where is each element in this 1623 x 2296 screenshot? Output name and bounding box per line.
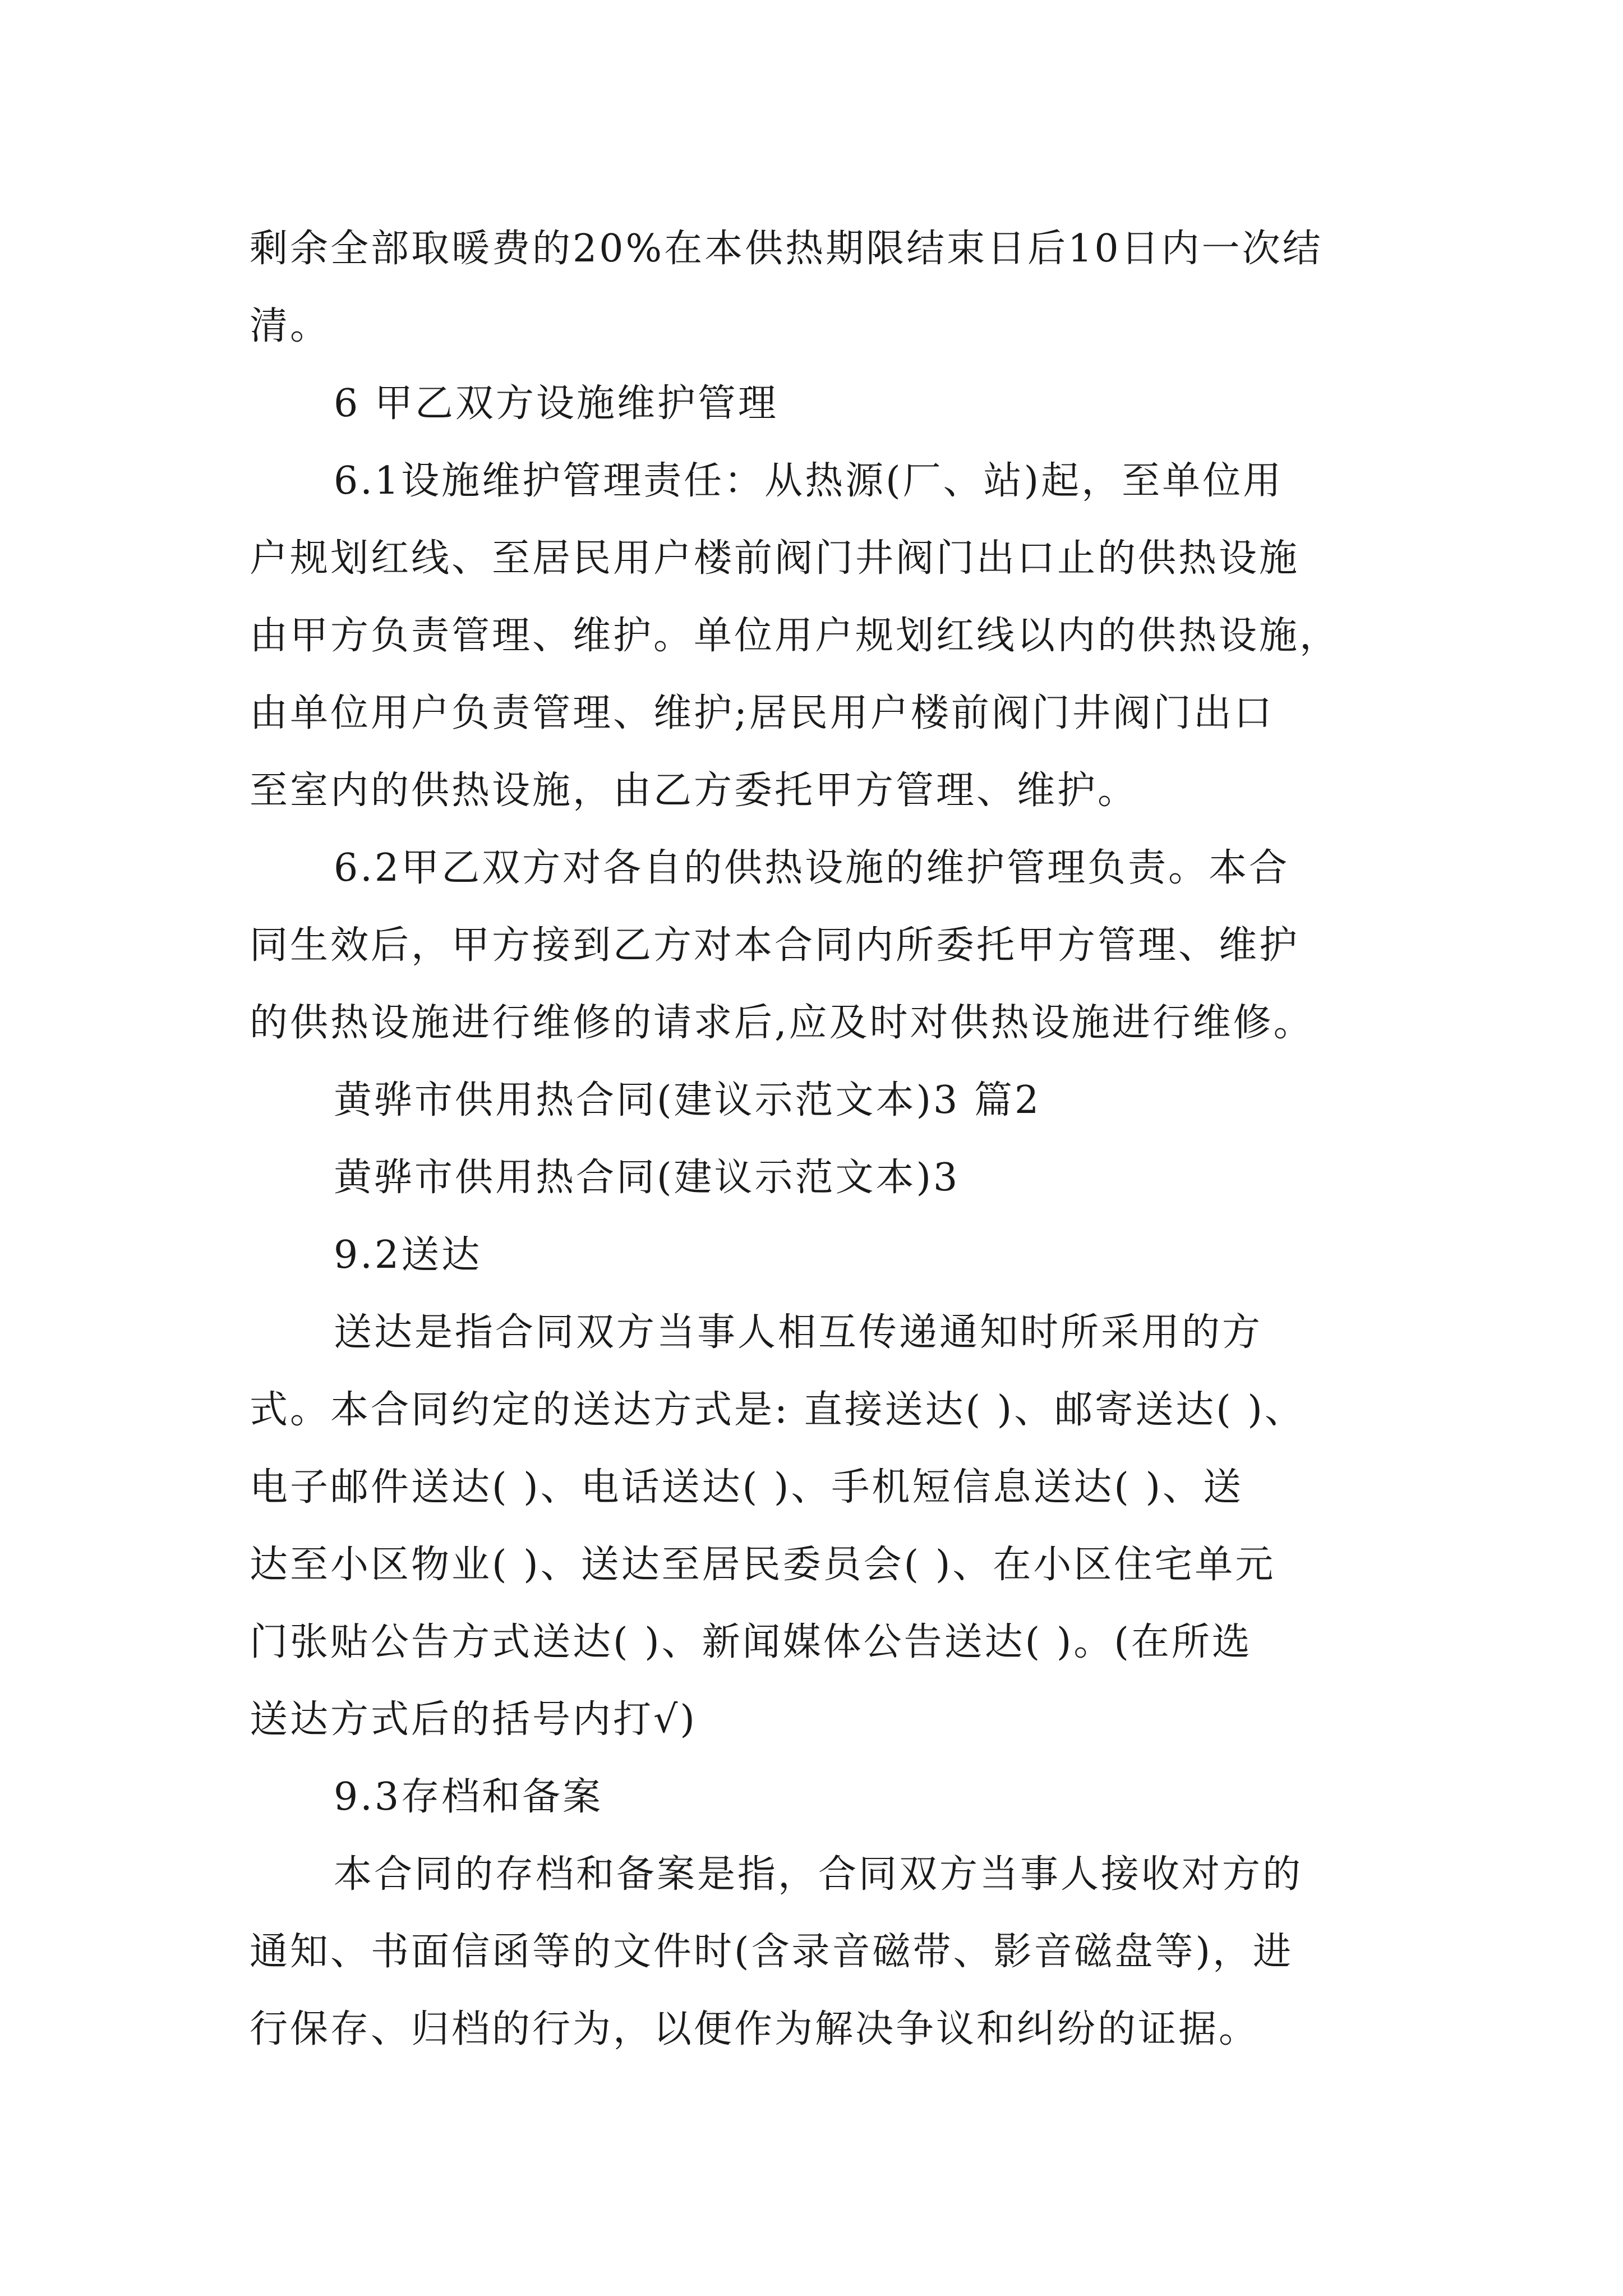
text-line-10: 同生效后，甲方接到乙方对本合同内所委托甲方管理、维护: [250, 923, 1300, 968]
text-line-4: 6.1设施维护管理责任：从热源(厂、站)起，至单位用: [334, 459, 1284, 503]
text-line-19: 门张贴公告方式送达( )、新闻媒体公告送达( )。(在所选: [250, 1620, 1252, 1664]
document-body: [250, 210, 1394, 2068]
text-line-11: 的供热设施进行维修的请求后,应及时对供热设施进行维修。: [250, 1001, 1314, 1045]
text-line-5: 户规划红线、至居民用户楼前阀门井阀门出口止的供热设施: [250, 536, 1300, 581]
text-line-18: 达至小区物业( )、送达至居民委员会( )、在小区住宅单元: [250, 1543, 1276, 1587]
document-title-line-2: 黄骅市供用热合同(建议示范文本)3: [334, 1156, 960, 1200]
text-line-9: 6.2甲乙双方对各自的供热设施的维护管理负责。本合: [334, 846, 1290, 890]
text-line-20: 送达方式后的括号内打√): [250, 1697, 697, 1742]
text-line-1: 剩余全部取暖费的20%在本供热期限结束日后10日内一次结: [250, 227, 1323, 271]
text-line-24: 行保存、归档的行为，以便作为解决争议和纠纷的证据。: [250, 2007, 1260, 2051]
text-line-23: 通知、书面信函等的文件时(含录音磁带、影音磁盘等)，进: [250, 1930, 1294, 1974]
section-heading-9-3: 9.3存档和备案: [334, 1775, 603, 1819]
text-line-8: 至室内的供热设施，由乙方委托甲方管理、维护。: [250, 769, 1138, 813]
text-line-2: 清。: [250, 304, 331, 348]
text-line-22: 本合同的存档和备案是指，合同双方当事人接收对方的: [334, 1852, 1303, 1897]
text-line-6: 由甲方负责管理、维护。单位用户规划红线以内的供热设施，: [250, 614, 1340, 658]
document-title-line: 黄骅市供用热合同(建议示范文本)3 篇2: [334, 1078, 1041, 1122]
text-line-15: 送达是指合同双方当事人相互传递通知时所采用的方: [334, 1310, 1263, 1355]
section-heading-6: 6 甲乙双方设施维护管理: [334, 381, 778, 426]
section-heading-9-2: 9.2送达: [334, 1233, 482, 1277]
text-line-17: 电子邮件送达( )、电话送达( )、手机短信息送达( )、送: [250, 1465, 1244, 1510]
text-line-16: 式。本合同约定的送达方式是: 直接送达( )、邮寄送达( )、: [250, 1388, 1305, 1432]
text-line-7: 由单位用户负责管理、维护;居民用户楼前阀门井阀门出口: [250, 691, 1274, 735]
